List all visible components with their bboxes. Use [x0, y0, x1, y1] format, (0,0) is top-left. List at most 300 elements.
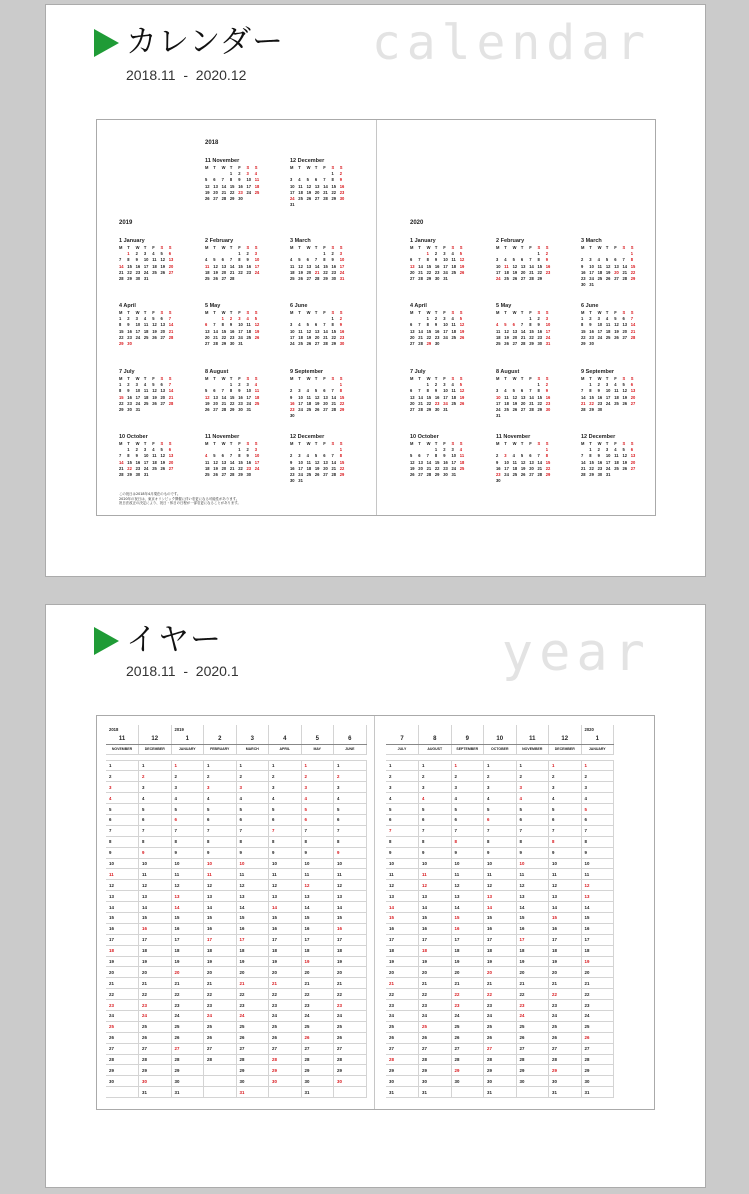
day-cell: 7 [418, 322, 421, 328]
day-cell: 24 [135, 400, 141, 406]
day-cell: 8 [581, 836, 614, 847]
day-cell: 11 [152, 453, 157, 459]
day-cell: 12 [605, 263, 611, 269]
day-cell: 29 [106, 1065, 139, 1076]
day-cell: 2 [516, 771, 549, 782]
day-cell: 3 [605, 447, 609, 452]
month-2019-4 [119, 302, 179, 347]
day-cell: 20 [213, 400, 218, 406]
month-2019-10 [119, 433, 179, 478]
day-cell: 22 [119, 400, 124, 406]
day-cell: 9 [229, 322, 233, 328]
month-2019-5 [205, 302, 265, 347]
day-cell: 1 [419, 760, 452, 771]
day-grid [496, 447, 556, 485]
day-cell: 29 [549, 1065, 582, 1076]
month-label: 6 June [290, 303, 308, 309]
day-cell: 27 [213, 407, 218, 413]
day-row [386, 956, 614, 967]
day-cell: 2 [451, 771, 484, 782]
day-cell: 25 [254, 400, 260, 406]
day-cell: 8 [269, 836, 302, 847]
day-cell: 6 [516, 814, 549, 825]
day-row [386, 847, 614, 858]
day-cell: 11 [581, 869, 614, 880]
day-cell: 4 [152, 251, 155, 256]
day-cell: 30 [301, 1076, 334, 1087]
day-cell: 6 [549, 814, 582, 825]
weekday-t: T [229, 376, 233, 381]
day-cell: 17 [143, 459, 149, 465]
day-cell: 14 [581, 459, 586, 465]
day-cell: 29 [589, 472, 594, 478]
day-row [106, 989, 366, 1000]
day-cell: 22 [331, 189, 337, 195]
day-cell: 27 [171, 1043, 204, 1054]
day-cell: 6 [630, 447, 634, 452]
day-cell: 21 [213, 334, 218, 340]
day-cell: 9 [434, 388, 438, 394]
day-row [386, 978, 614, 989]
day-cell: 9 [581, 847, 614, 858]
day-cell: 18 [205, 269, 210, 275]
day-cell: 25 [614, 400, 619, 406]
day-cell: 11 [451, 869, 484, 880]
weekday-w: W [306, 165, 311, 170]
day-cell: 16 [597, 459, 603, 465]
day-cell: 4 [451, 793, 484, 804]
day-cell: 24 [443, 269, 448, 275]
day-cell: 20 [221, 269, 227, 275]
day-cell: 27 [204, 1043, 237, 1054]
day-cell: 14 [386, 902, 419, 913]
day-cell: 3 [516, 782, 549, 793]
day-row [106, 793, 366, 804]
day-cell: 6 [410, 388, 413, 394]
day-cell: 5 [205, 388, 208, 394]
day-cell: 8 [236, 836, 269, 847]
play-triangle-icon [94, 29, 119, 57]
day-cell: 21 [622, 269, 628, 275]
book-spine [374, 716, 375, 1109]
day-cell: 27 [334, 1043, 367, 1054]
weekday-t: T [504, 441, 507, 446]
day-cell: 9 [301, 847, 334, 858]
day-cell: 12 [236, 880, 269, 891]
day-cell: 24 [581, 1010, 614, 1021]
day-cell: 16 [545, 263, 551, 269]
day-cell: 8 [229, 177, 233, 183]
day-cell: 18 [254, 394, 260, 400]
day-cell: 4 [451, 382, 454, 387]
day-cell: 19 [410, 465, 415, 471]
day-cell: 14 [334, 902, 367, 913]
day-cell: 25 [143, 400, 149, 406]
weekday-f: F [323, 245, 326, 250]
weekday-s: S [246, 310, 250, 315]
year-title-text: イヤー [126, 622, 222, 658]
day-row [386, 967, 614, 978]
day-cell: 23 [597, 465, 603, 471]
day-row [106, 825, 366, 836]
day-cell: 18 [236, 945, 269, 956]
day-cell: 19 [614, 328, 619, 334]
day-cell: 11 [516, 869, 549, 880]
day-cell: 11 [512, 459, 517, 465]
day-cell: 13 [236, 891, 269, 902]
day-cell: 12 [622, 453, 628, 459]
day-cell: 15 [451, 912, 484, 923]
day-cell: 12 [254, 322, 260, 328]
day-cell: 20 [581, 967, 614, 978]
day-cell: 27 [213, 196, 218, 202]
day-cell: 18 [306, 400, 312, 406]
day-cell: 13 [323, 459, 328, 465]
day-cell: 10 [339, 257, 345, 263]
day-cell: 4 [504, 257, 507, 263]
day-cell: 11 [106, 869, 139, 880]
day-cell: 5 [410, 453, 413, 459]
day-cell: 21 [323, 189, 328, 195]
day-cell: 30 [246, 472, 252, 478]
day-cell: 23 [545, 400, 551, 406]
day-row [386, 1032, 614, 1043]
weekday-f: F [614, 441, 617, 446]
day-cell: 25 [143, 334, 149, 340]
day-cell: 31 [290, 202, 295, 208]
day-cell: 13 [334, 891, 367, 902]
day-cell: 6 [386, 814, 419, 825]
day-cell: 30 [236, 1076, 269, 1087]
day-cell: 10 [135, 322, 141, 328]
day-cell: 7 [516, 825, 549, 836]
day-cell: 18 [301, 945, 334, 956]
day-cell: 28 [119, 472, 124, 478]
day-cell: 1 [323, 251, 326, 256]
day-cell: 1 [484, 760, 517, 771]
day-row [106, 967, 366, 978]
day-cell: 7 [168, 382, 172, 387]
day-cell: 19 [204, 956, 237, 967]
day-cell: 27 [323, 407, 328, 413]
day-cell: 6 [306, 257, 309, 263]
day-cell: 4 [614, 447, 617, 452]
day-cell: 11 [614, 388, 619, 394]
weekday-t: T [127, 310, 130, 315]
day-cell: 9 [246, 257, 249, 263]
day-cell: 23 [434, 334, 440, 340]
weekday-w: W [221, 441, 226, 446]
day-cell: 30 [135, 276, 141, 282]
day-cell: 7 [269, 825, 302, 836]
day-cell: 4 [419, 793, 452, 804]
day-cell: 5 [549, 804, 582, 815]
day-row [386, 1054, 614, 1065]
day-cell: 26 [605, 276, 611, 282]
day-cell: 30 [537, 341, 543, 347]
day-cell: 1 [229, 382, 233, 387]
weekday-s: S [459, 245, 463, 250]
day-cell: 22 [589, 400, 594, 406]
day-cell: 29 [339, 472, 345, 478]
day-cell: 16 [204, 923, 237, 934]
day-cell: 13 [512, 328, 518, 334]
month-name: JANUARY [171, 744, 204, 754]
day-cell: 7 [323, 322, 326, 328]
day-cell: 3 [581, 782, 614, 793]
day-cell: 5 [512, 388, 515, 394]
day-cell: 19 [306, 334, 312, 340]
day-cell: 15 [339, 394, 345, 400]
day-cell: 6 [451, 814, 484, 825]
day-cell: 5 [269, 804, 302, 815]
day-cell: 1 [537, 251, 540, 256]
day-cell: 22 [589, 465, 594, 471]
day-cell: 18 [139, 945, 172, 956]
day-cell: 6 [314, 177, 318, 183]
weekday-m: M [496, 245, 500, 250]
day-cell: 5 [512, 257, 515, 263]
day-cell: 1 [204, 760, 237, 771]
weekday-m: M [119, 310, 123, 315]
month-name: MAY [301, 744, 334, 754]
day-cell: 10 [581, 858, 614, 869]
day-cell: 11 [459, 453, 465, 459]
day-cell: 29 [426, 407, 432, 413]
day-cell: 7 [484, 825, 517, 836]
day-cell: 12 [160, 257, 166, 263]
month-number: 1 [171, 734, 204, 744]
day-cell: 22 [229, 400, 235, 406]
day-row [386, 1065, 614, 1076]
day-cell: 13 [520, 263, 526, 269]
day-cell: 3 [135, 316, 138, 321]
day-cell: 28 [213, 341, 218, 347]
day-cell: 17 [597, 328, 603, 334]
day-cell: 5 [160, 251, 163, 256]
day-cell: 2 [597, 447, 600, 452]
month-number: 5 [301, 734, 334, 744]
day-cell: 29 [529, 341, 534, 347]
day-cell: 13 [386, 891, 419, 902]
weekday-s: S [545, 310, 549, 315]
weekday-s: S [331, 441, 335, 446]
month-number: 9 [451, 734, 484, 744]
day-cell: 28 [419, 1054, 452, 1065]
day-cell: 28 [204, 1054, 237, 1065]
day-cell: 7 [529, 388, 532, 394]
day-cell: 1 [238, 251, 241, 256]
day-cell: 26 [419, 1032, 452, 1043]
day-row [386, 858, 614, 869]
day-cell: 28 [529, 276, 534, 282]
day-cell: 12 [614, 322, 619, 328]
month-2020-8 [496, 368, 556, 420]
day-grid [410, 447, 470, 478]
day-cell: 16 [451, 923, 484, 934]
day-cell: 29 [119, 407, 124, 413]
day-cell: 27 [221, 276, 227, 282]
day-cell: 8 [229, 388, 233, 394]
day-cell: 2 [331, 251, 334, 256]
day-cell: 11 [254, 388, 260, 394]
day-cell: 7 [314, 257, 318, 263]
weekday-s: S [459, 441, 463, 446]
day-cell: 19 [314, 465, 320, 471]
month-2019-1 [119, 237, 179, 282]
day-cell: 14 [236, 902, 269, 913]
day-cell: 2 [537, 316, 540, 321]
day-cell: 13 [213, 394, 218, 400]
day-row [106, 934, 366, 945]
day-cell: 4 [152, 447, 155, 452]
day-cell: 20 [168, 263, 174, 269]
day-cell: 11 [614, 453, 619, 459]
weekday-t: T [520, 310, 524, 315]
weekday-m: M [581, 376, 585, 381]
weekday-w: W [512, 310, 517, 315]
day-grid [119, 251, 179, 282]
day-cell: 12 [459, 388, 465, 394]
day-cell: 6 [323, 388, 326, 394]
day-cell: 14 [119, 459, 124, 465]
day-cell: 15 [419, 912, 452, 923]
day-cell: 15 [119, 394, 124, 400]
weekday-t: T [298, 441, 301, 446]
day-cell: 12 [549, 880, 582, 891]
day-cell: 3 [419, 782, 452, 793]
day-cell: 26 [459, 400, 465, 406]
day-cell: 16 [236, 923, 269, 934]
day-cell: 30 [496, 478, 501, 484]
day-row [106, 814, 366, 825]
calendar-title-text: カレンダー [126, 24, 284, 60]
day-cell: 29 [301, 1065, 334, 1076]
day-cell: 30 [339, 196, 345, 202]
day-cell: 25 [605, 334, 611, 340]
weekday-t: T [520, 245, 524, 250]
day-cell: 16 [419, 923, 452, 934]
day-cell: 29 [581, 341, 586, 347]
day-cell: 2 [386, 771, 419, 782]
day-cell: 18 [597, 269, 603, 275]
day-cell: 6 [236, 814, 269, 825]
day-cell: 9 [516, 847, 549, 858]
day-cell: 22 [581, 989, 614, 1000]
weekday-t: T [418, 310, 421, 315]
day-cell: 1 [119, 316, 122, 321]
day-cell: 28 [484, 1054, 517, 1065]
day-cell: 21 [331, 400, 337, 406]
day-row [386, 1010, 614, 1021]
day-cell: 7 [236, 825, 269, 836]
day-cell: 13 [419, 891, 452, 902]
weekday-t: T [314, 376, 318, 381]
weekday-w: W [135, 310, 140, 315]
day-cell: 15 [484, 912, 517, 923]
day-cell: 19 [520, 465, 526, 471]
day-cell: 18 [205, 465, 210, 471]
day-cell: 1 [386, 760, 419, 771]
day-cell: 30 [331, 276, 337, 282]
day-cell: 28 [229, 472, 235, 478]
day-cell: 23 [171, 1000, 204, 1011]
day-cell: 27 [418, 472, 423, 478]
day-cell: 20 [334, 967, 367, 978]
day-cell: 20 [314, 334, 320, 340]
calendar-date-range: 2018.11 - 2020.12 [126, 67, 247, 83]
day-row [386, 912, 614, 923]
weekday-s: S [246, 165, 250, 170]
day-cell: 4 [516, 793, 549, 804]
day-cell: 4 [605, 316, 609, 321]
day-cell [204, 1076, 237, 1087]
day-cell: 9 [589, 322, 592, 328]
weekday-w: W [221, 376, 226, 381]
day-cell: 1 [301, 760, 334, 771]
day-cell: 3 [143, 447, 147, 452]
weekday-f: F [529, 245, 532, 250]
day-cell: 28 [426, 472, 432, 478]
day-cell: 23 [516, 1000, 549, 1011]
day-cell: 29 [589, 407, 594, 413]
day-cell: 12 [314, 459, 320, 465]
month-name: SEPTEMBER [451, 744, 484, 754]
month-label: 12 December [290, 158, 325, 164]
day-cell: 1 [331, 171, 334, 176]
weekday-w: W [306, 245, 311, 250]
day-cell: 28 [301, 1054, 334, 1065]
day-cell: 12 [160, 453, 166, 459]
day-cell: 29 [516, 1065, 549, 1076]
weekday-f: F [529, 310, 532, 315]
weekday-t: T [298, 245, 301, 250]
day-cell: 11 [451, 322, 456, 328]
day-cell: 21 [314, 269, 320, 275]
day-cell: 4 [298, 322, 301, 328]
day-cell: 28 [386, 1054, 419, 1065]
day-row [106, 945, 366, 956]
day-cell: 7 [581, 825, 614, 836]
day-cell: 9 [127, 322, 130, 328]
day-cell: 28 [171, 1054, 204, 1065]
day-cell: 16 [127, 328, 132, 334]
day-cell: 29 [229, 196, 235, 202]
day-cell: 4 [246, 316, 249, 321]
day-cell: 25 [205, 276, 210, 282]
day-cell: 23 [301, 1000, 334, 1011]
day-cell: 1 [630, 251, 634, 256]
day-cell: 13 [221, 263, 227, 269]
day-cell: 14 [549, 902, 582, 913]
day-cell: 21 [581, 465, 586, 471]
day-row [386, 1087, 614, 1098]
weekday-s: S [339, 165, 343, 170]
weekday-s: S [331, 310, 335, 315]
day-cell: 18 [516, 945, 549, 956]
month-name: NOVEMBER [106, 744, 139, 754]
day-cell: 11 [484, 869, 517, 880]
day-cell: 16 [339, 183, 345, 189]
day-cell: 27 [410, 407, 415, 413]
day-cell: 12 [106, 880, 139, 891]
day-row [386, 836, 614, 847]
day-cell: 4 [254, 382, 258, 387]
day-cell: 17 [254, 263, 260, 269]
day-cell: 11 [549, 869, 582, 880]
day-cell: 12 [386, 880, 419, 891]
weekday-s: S [545, 441, 549, 446]
